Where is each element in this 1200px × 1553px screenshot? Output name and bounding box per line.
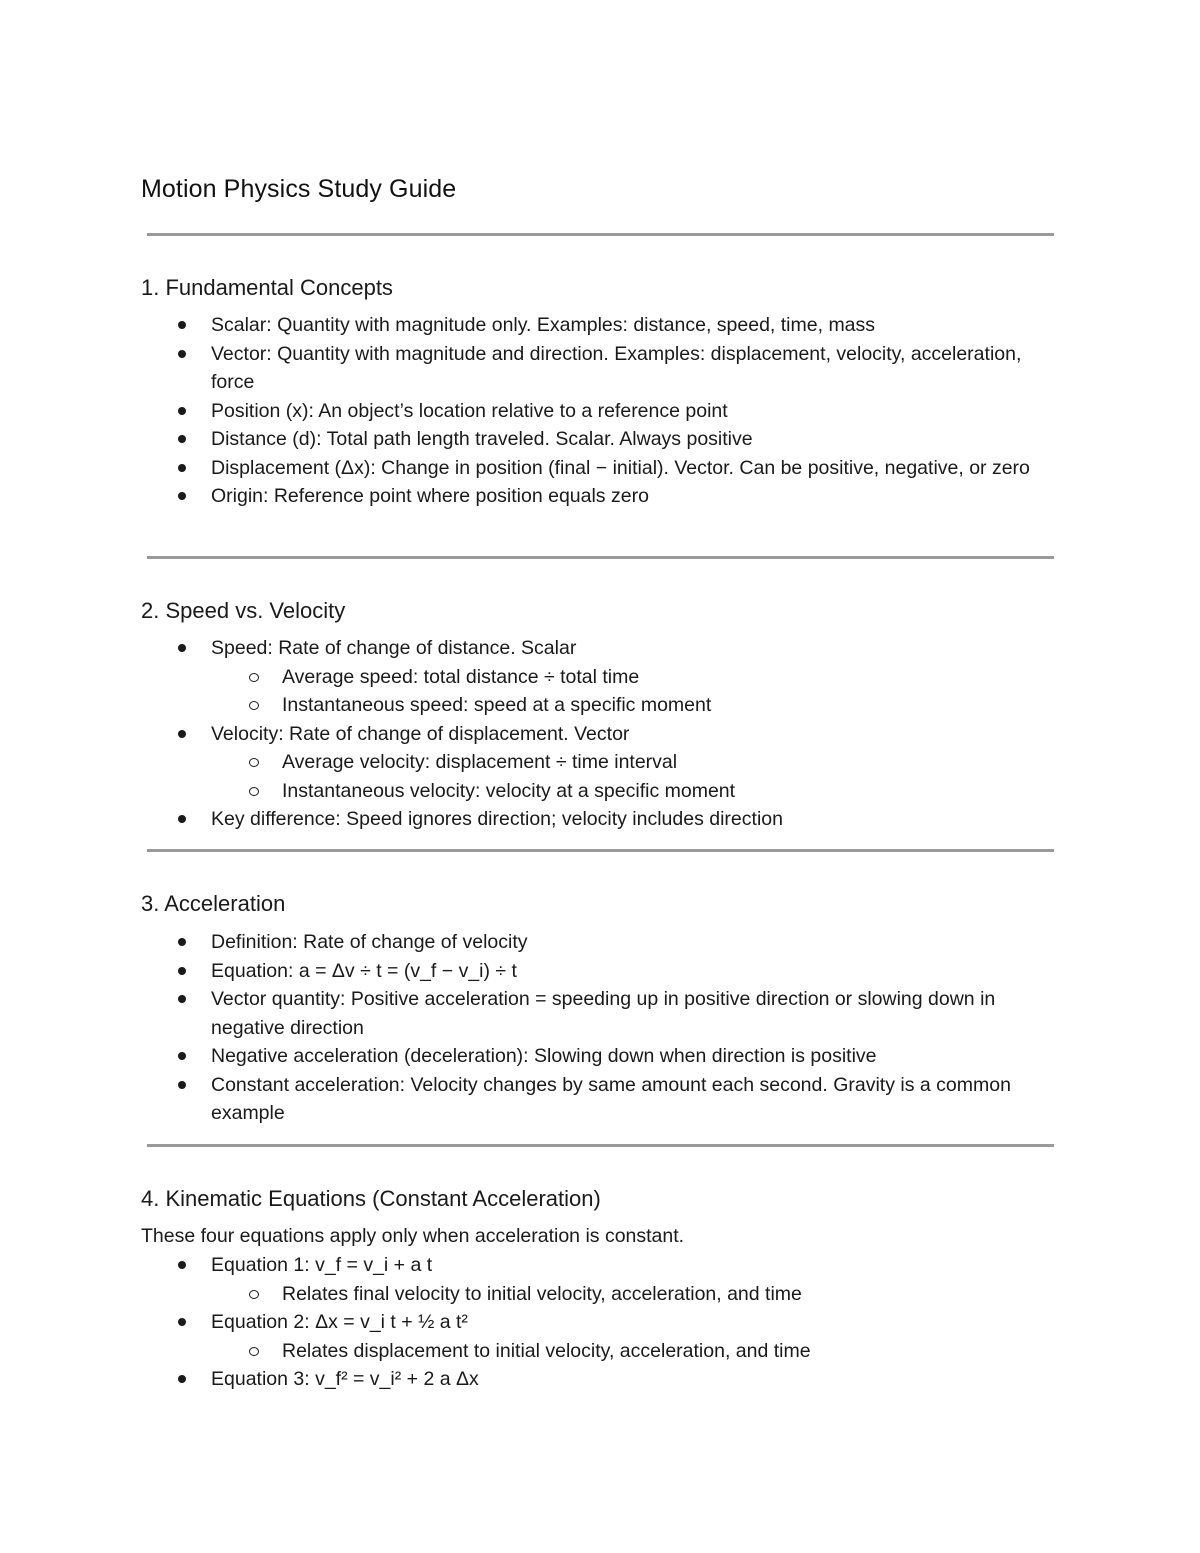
- list-item-text: Average velocity: displacement ÷ time interval: [282, 751, 678, 773]
- section-intro-text: These four equations apply only when acceleration is constant.: [141, 1225, 685, 1247]
- horizontal-divider: [147, 849, 1054, 852]
- sub-list-item: [0, 691, 1070, 720]
- list-item: [0, 805, 1070, 834]
- hollow-bullet-icon: [249, 787, 259, 796]
- list-item: [0, 454, 1070, 483]
- list-item: [0, 1071, 1070, 1128]
- list-item: [0, 634, 1070, 663]
- hollow-bullet-icon: [249, 1290, 259, 1299]
- list-item: [0, 340, 1070, 397]
- horizontal-divider: [147, 233, 1054, 236]
- list-item: [0, 1365, 1070, 1394]
- list-item: [0, 720, 1070, 749]
- hollow-bullet-icon: [249, 701, 259, 710]
- bullet-icon: [178, 464, 186, 472]
- horizontal-divider: [147, 556, 1054, 559]
- list-item-text: Definition: Rate of change of velocity: [211, 931, 528, 953]
- bullet-icon: [178, 1318, 186, 1326]
- document-title: Motion Physics Study Guide: [141, 175, 457, 203]
- bullet-icon: [178, 435, 186, 443]
- list-item-text: Origin: Reference point where position equals zero: [211, 485, 649, 507]
- list-item: [0, 1308, 1070, 1337]
- sub-list-item: [0, 748, 1070, 777]
- section-heading-fundamental-concepts: 1. Fundamental Concepts: [141, 275, 393, 300]
- bullet-icon: [178, 644, 186, 652]
- list-item-text: Equation 2: Δx = v_i t + ½ a t²: [211, 1311, 468, 1333]
- section-list-acceleration: [0, 928, 1070, 1128]
- list-item-text: Constant acceleration: Velocity changes by same amount each second. Gravity is a common example: [211, 1073, 1011, 1124]
- list-item-text: Equation 3: v_f² = v_i² + 2 a Δx: [211, 1368, 479, 1390]
- list-item: [0, 397, 1070, 426]
- section-heading-acceleration: 3. Acceleration: [141, 891, 286, 916]
- hollow-bullet-icon: [249, 758, 259, 767]
- bullet-icon: [178, 815, 186, 823]
- sub-list-item: [0, 777, 1070, 806]
- list-item-text: Instantaneous speed: speed at a specific moment: [282, 694, 712, 716]
- list-item: [0, 928, 1070, 957]
- hollow-bullet-icon: [249, 673, 259, 682]
- list-item: [0, 1251, 1070, 1280]
- list-item-text: Negative acceleration (deceleration): Slowing down when direction is positive: [211, 1045, 877, 1067]
- list-item-text: Instantaneous velocity: velocity at a specific moment: [282, 779, 736, 802]
- list-item: [0, 985, 1070, 1042]
- list-item-text: Vector: Quantity with magnitude and direction. Examples: displacement, velocity, acceleration, force: [211, 342, 1022, 393]
- bullet-icon: [178, 321, 186, 329]
- list-item: [0, 482, 1070, 511]
- section-list-speed-vs-velocity: [0, 634, 1070, 834]
- section-list-fundamental-concepts: [0, 311, 1070, 511]
- bullet-icon: [178, 492, 186, 500]
- list-item-text: Average speed: total distance ÷ total time: [282, 665, 640, 688]
- list-item: [0, 1042, 1070, 1071]
- section-heading-kinematic-equations: 4. Kinematic Equations (Constant Acceleration): [141, 1186, 601, 1211]
- list-item-text: Speed: Rate of change of distance. Scalar: [211, 637, 577, 659]
- bullet-icon: [178, 938, 186, 946]
- list-item-text: Displacement (Δx): Change in position (final − initial). Vector. Can be positive, negative, or zero: [211, 456, 1030, 479]
- bullet-icon: [178, 1052, 186, 1060]
- list-item-text: Key difference: Speed ignores direction; velocity includes direction: [211, 808, 783, 830]
- section-heading-speed-vs-velocity: 2. Speed vs. Velocity: [141, 598, 346, 623]
- list-item-text: Equation: a = Δv ÷ t = (v_f − v_i) ÷ t: [211, 959, 517, 982]
- list-item-text: Scalar: Quantity with magnitude only. Examples: distance, speed, time, mass: [211, 314, 876, 336]
- list-item: [0, 311, 1070, 340]
- list-item: [0, 957, 1070, 986]
- list-item: [0, 425, 1070, 454]
- bullet-icon: [178, 1081, 186, 1089]
- sub-list-item: [0, 1337, 1070, 1366]
- list-item-text: Relates displacement to initial velocity, acceleration, and time: [282, 1339, 811, 1362]
- list-item-text: Equation 1: v_f = v_i + a t: [211, 1254, 433, 1276]
- bullet-icon: [178, 1261, 186, 1269]
- bullet-icon: [178, 967, 186, 975]
- bullet-icon: [178, 730, 186, 738]
- bullet-icon: [178, 350, 186, 358]
- list-item-text: Position (x): An object’s location relative to a reference point: [211, 399, 728, 422]
- list-item-text: Vector quantity: Positive acceleration = speeding up in positive direction or slowing down in negative direction: [211, 988, 996, 1039]
- section-list-kinematic-equations: [0, 1251, 1070, 1394]
- bullet-icon: [178, 995, 186, 1003]
- list-item-text: Distance (d): Total path length traveled. Scalar. Always positive: [211, 428, 753, 450]
- horizontal-divider: [147, 1144, 1054, 1147]
- sub-list-item: [0, 1280, 1070, 1309]
- bullet-icon: [178, 1375, 186, 1383]
- bullet-icon: [178, 407, 186, 415]
- list-item-text: Relates final velocity to initial velocity, acceleration, and time: [282, 1282, 802, 1305]
- list-item-text: Velocity: Rate of change of displacement. Vector: [211, 722, 630, 745]
- hollow-bullet-icon: [249, 1347, 259, 1356]
- sub-list-item: [0, 663, 1070, 692]
